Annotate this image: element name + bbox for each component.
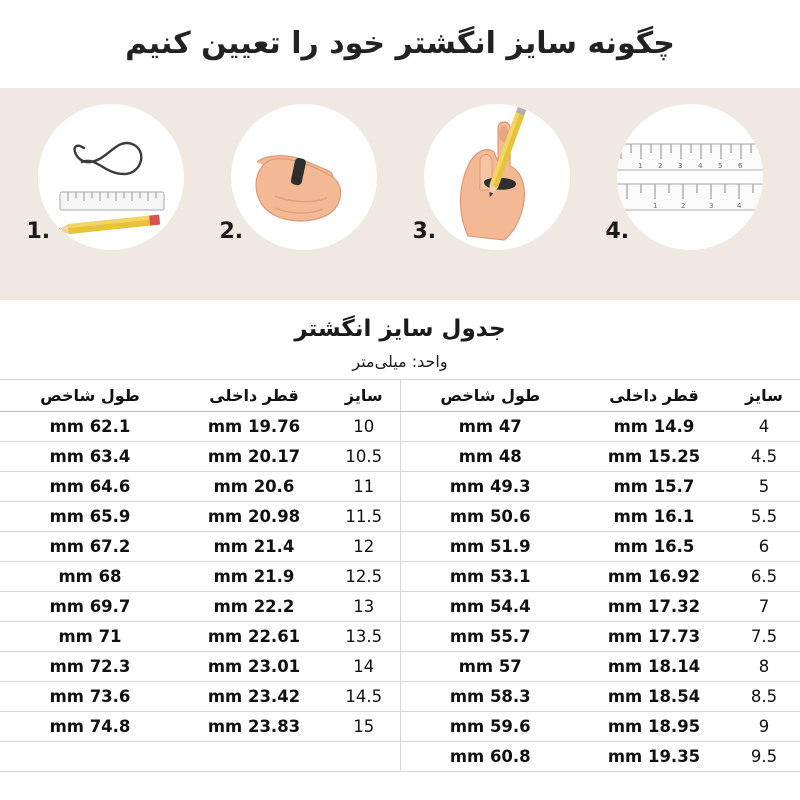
cell-size: 7.5 — [728, 622, 800, 652]
cell-size: 12.5 — [328, 562, 400, 592]
cell-diameter: 15.7 mm — [580, 472, 728, 502]
table-row — [0, 682, 800, 712]
cell-diameter: 15.25 mm — [580, 442, 728, 472]
step-1-circle — [38, 104, 184, 250]
cell-diameter: 23.42 mm — [180, 682, 328, 712]
cell-size: 9.5 — [728, 742, 800, 772]
step-3-number: 3. — [412, 219, 437, 244]
svg-text:2: 2 — [680, 202, 685, 210]
step-3 — [409, 98, 585, 250]
svg-text:2: 2 — [657, 162, 662, 170]
cell-diameter: 21.4 mm — [180, 532, 328, 562]
cell-size: 7 — [728, 592, 800, 622]
cell-length: 67.2 mm — [0, 532, 180, 562]
cell-size: 6 — [728, 532, 800, 562]
svg-text:1: 1 — [637, 162, 642, 170]
cell-size: 14.5 — [328, 682, 400, 712]
cell-length: 72.3 mm — [0, 652, 180, 682]
table-row — [0, 742, 800, 772]
table-row — [0, 562, 800, 592]
cell-size: 13 — [328, 592, 400, 622]
header-size-right: سایز — [328, 380, 400, 412]
cell-length: 69.7 mm — [0, 592, 180, 622]
step-4 — [602, 98, 778, 250]
cell-size: 10 — [328, 412, 400, 442]
cell-diameter: 14.9 mm — [580, 412, 728, 442]
cell-length: 62.1 mm — [0, 412, 180, 442]
header-size-left: سایز — [728, 380, 800, 412]
cell-length: 50.6 mm — [400, 502, 580, 532]
cell-length: 54.4 mm — [400, 592, 580, 622]
page-title: چگونه سایز انگشتر خود را تعیین کنیم — [125, 26, 675, 61]
ruler-measure-icon — [617, 104, 763, 250]
cell-diameter: 23.01 mm — [180, 652, 328, 682]
cell-length: 58.3 mm — [400, 682, 580, 712]
table-row — [0, 622, 800, 652]
table-unit: واحد: میلی‌متر — [352, 352, 448, 371]
table-row — [0, 652, 800, 682]
cell-length: 51.9 mm — [400, 532, 580, 562]
ring-size-table — [0, 379, 800, 772]
cell-diameter: 19.76 mm — [180, 412, 328, 442]
cell-length: 55.7 mm — [400, 622, 580, 652]
table-row — [0, 442, 800, 472]
cell-size — [328, 742, 400, 772]
table-row — [0, 412, 800, 442]
table-row — [0, 472, 800, 502]
svg-text:3: 3 — [677, 162, 682, 170]
header-length-right: طول شاخص — [0, 380, 180, 412]
cell-diameter: 17.73 mm — [580, 622, 728, 652]
header-diameter-right: قطر داخلی — [180, 380, 328, 412]
cell-length: 59.6 mm — [400, 712, 580, 742]
header — [0, 0, 800, 88]
svg-text:6: 6 — [737, 162, 742, 170]
cell-diameter: 18.95 mm — [580, 712, 728, 742]
svg-text:5: 5 — [717, 162, 722, 170]
cell-size: 4.5 — [728, 442, 800, 472]
cell-size: 4 — [728, 412, 800, 442]
step-1-number: 1. — [26, 219, 51, 244]
cell-diameter: 20.98 mm — [180, 502, 328, 532]
step-2 — [216, 98, 392, 250]
cell-length: 60.8 mm — [400, 742, 580, 772]
svg-text:3: 3 — [708, 202, 713, 210]
cell-length: 74.8 mm — [0, 712, 180, 742]
step-4-circle — [617, 104, 763, 250]
cell-length: 57 mm — [400, 652, 580, 682]
cell-diameter: 20.17 mm — [180, 442, 328, 472]
cell-diameter: 18.54 mm — [580, 682, 728, 712]
string-ruler-pencil-icon — [38, 104, 184, 250]
cell-size: 15 — [328, 712, 400, 742]
cell-diameter: 20.6 mm — [180, 472, 328, 502]
cell-length — [0, 742, 180, 772]
cell-diameter: 18.14 mm — [580, 652, 728, 682]
illustration-band — [0, 88, 800, 300]
cell-size: 5 — [728, 472, 800, 502]
cell-diameter: 22.2 mm — [180, 592, 328, 622]
header-diameter-left: قطر داخلی — [580, 380, 728, 412]
cell-length: 53.1 mm — [400, 562, 580, 592]
cell-length: 65.9 mm — [0, 502, 180, 532]
cell-size: 6.5 — [728, 562, 800, 592]
step-2-number: 2. — [219, 219, 244, 244]
cell-length: 48 mm — [400, 442, 580, 472]
cell-diameter: 16.5 mm — [580, 532, 728, 562]
table-header-row — [0, 380, 800, 412]
cell-size: 12 — [328, 532, 400, 562]
table-row — [0, 592, 800, 622]
cell-size: 9 — [728, 712, 800, 742]
table-row — [0, 532, 800, 562]
cell-diameter: 21.9 mm — [180, 562, 328, 592]
cell-length: 47 mm — [400, 412, 580, 442]
cell-size: 14 — [328, 652, 400, 682]
cell-size: 13.5 — [328, 622, 400, 652]
table-row — [0, 502, 800, 532]
cell-length: 73.6 mm — [0, 682, 180, 712]
cell-diameter: 16.92 mm — [580, 562, 728, 592]
cell-size: 5.5 — [728, 502, 800, 532]
cell-diameter: 23.83 mm — [180, 712, 328, 742]
step-1 — [23, 98, 199, 250]
cell-diameter: 17.32 mm — [580, 592, 728, 622]
step-2-circle — [231, 104, 377, 250]
cell-diameter — [180, 742, 328, 772]
hand-pointing-ring-icon — [231, 104, 377, 250]
svg-text:1: 1 — [652, 202, 657, 210]
cell-diameter: 19.35 mm — [580, 742, 728, 772]
step-3-circle — [424, 104, 570, 250]
cell-size: 11 — [328, 472, 400, 502]
table-row — [0, 712, 800, 742]
cell-size: 8.5 — [728, 682, 800, 712]
svg-text:4: 4 — [697, 162, 702, 170]
svg-text:4: 4 — [736, 202, 741, 210]
cell-length: 64.6 mm — [0, 472, 180, 502]
cell-length: 68 mm — [0, 562, 180, 592]
cell-length: 71 mm — [0, 622, 180, 652]
header-length-left: طول شاخص — [400, 380, 580, 412]
cell-diameter: 22.61 mm — [180, 622, 328, 652]
cell-size: 8 — [728, 652, 800, 682]
step-4-number: 4. — [605, 219, 630, 244]
cell-size: 11.5 — [328, 502, 400, 532]
cell-size: 10.5 — [328, 442, 400, 472]
cell-length: 63.4 mm — [0, 442, 180, 472]
cell-diameter: 16.1 mm — [580, 502, 728, 532]
cell-length: 49.3 mm — [400, 472, 580, 502]
table-body — [0, 412, 800, 772]
finger-pencil-mark-icon — [424, 104, 570, 250]
table-title: جدول سایز انگشتر — [294, 316, 506, 342]
